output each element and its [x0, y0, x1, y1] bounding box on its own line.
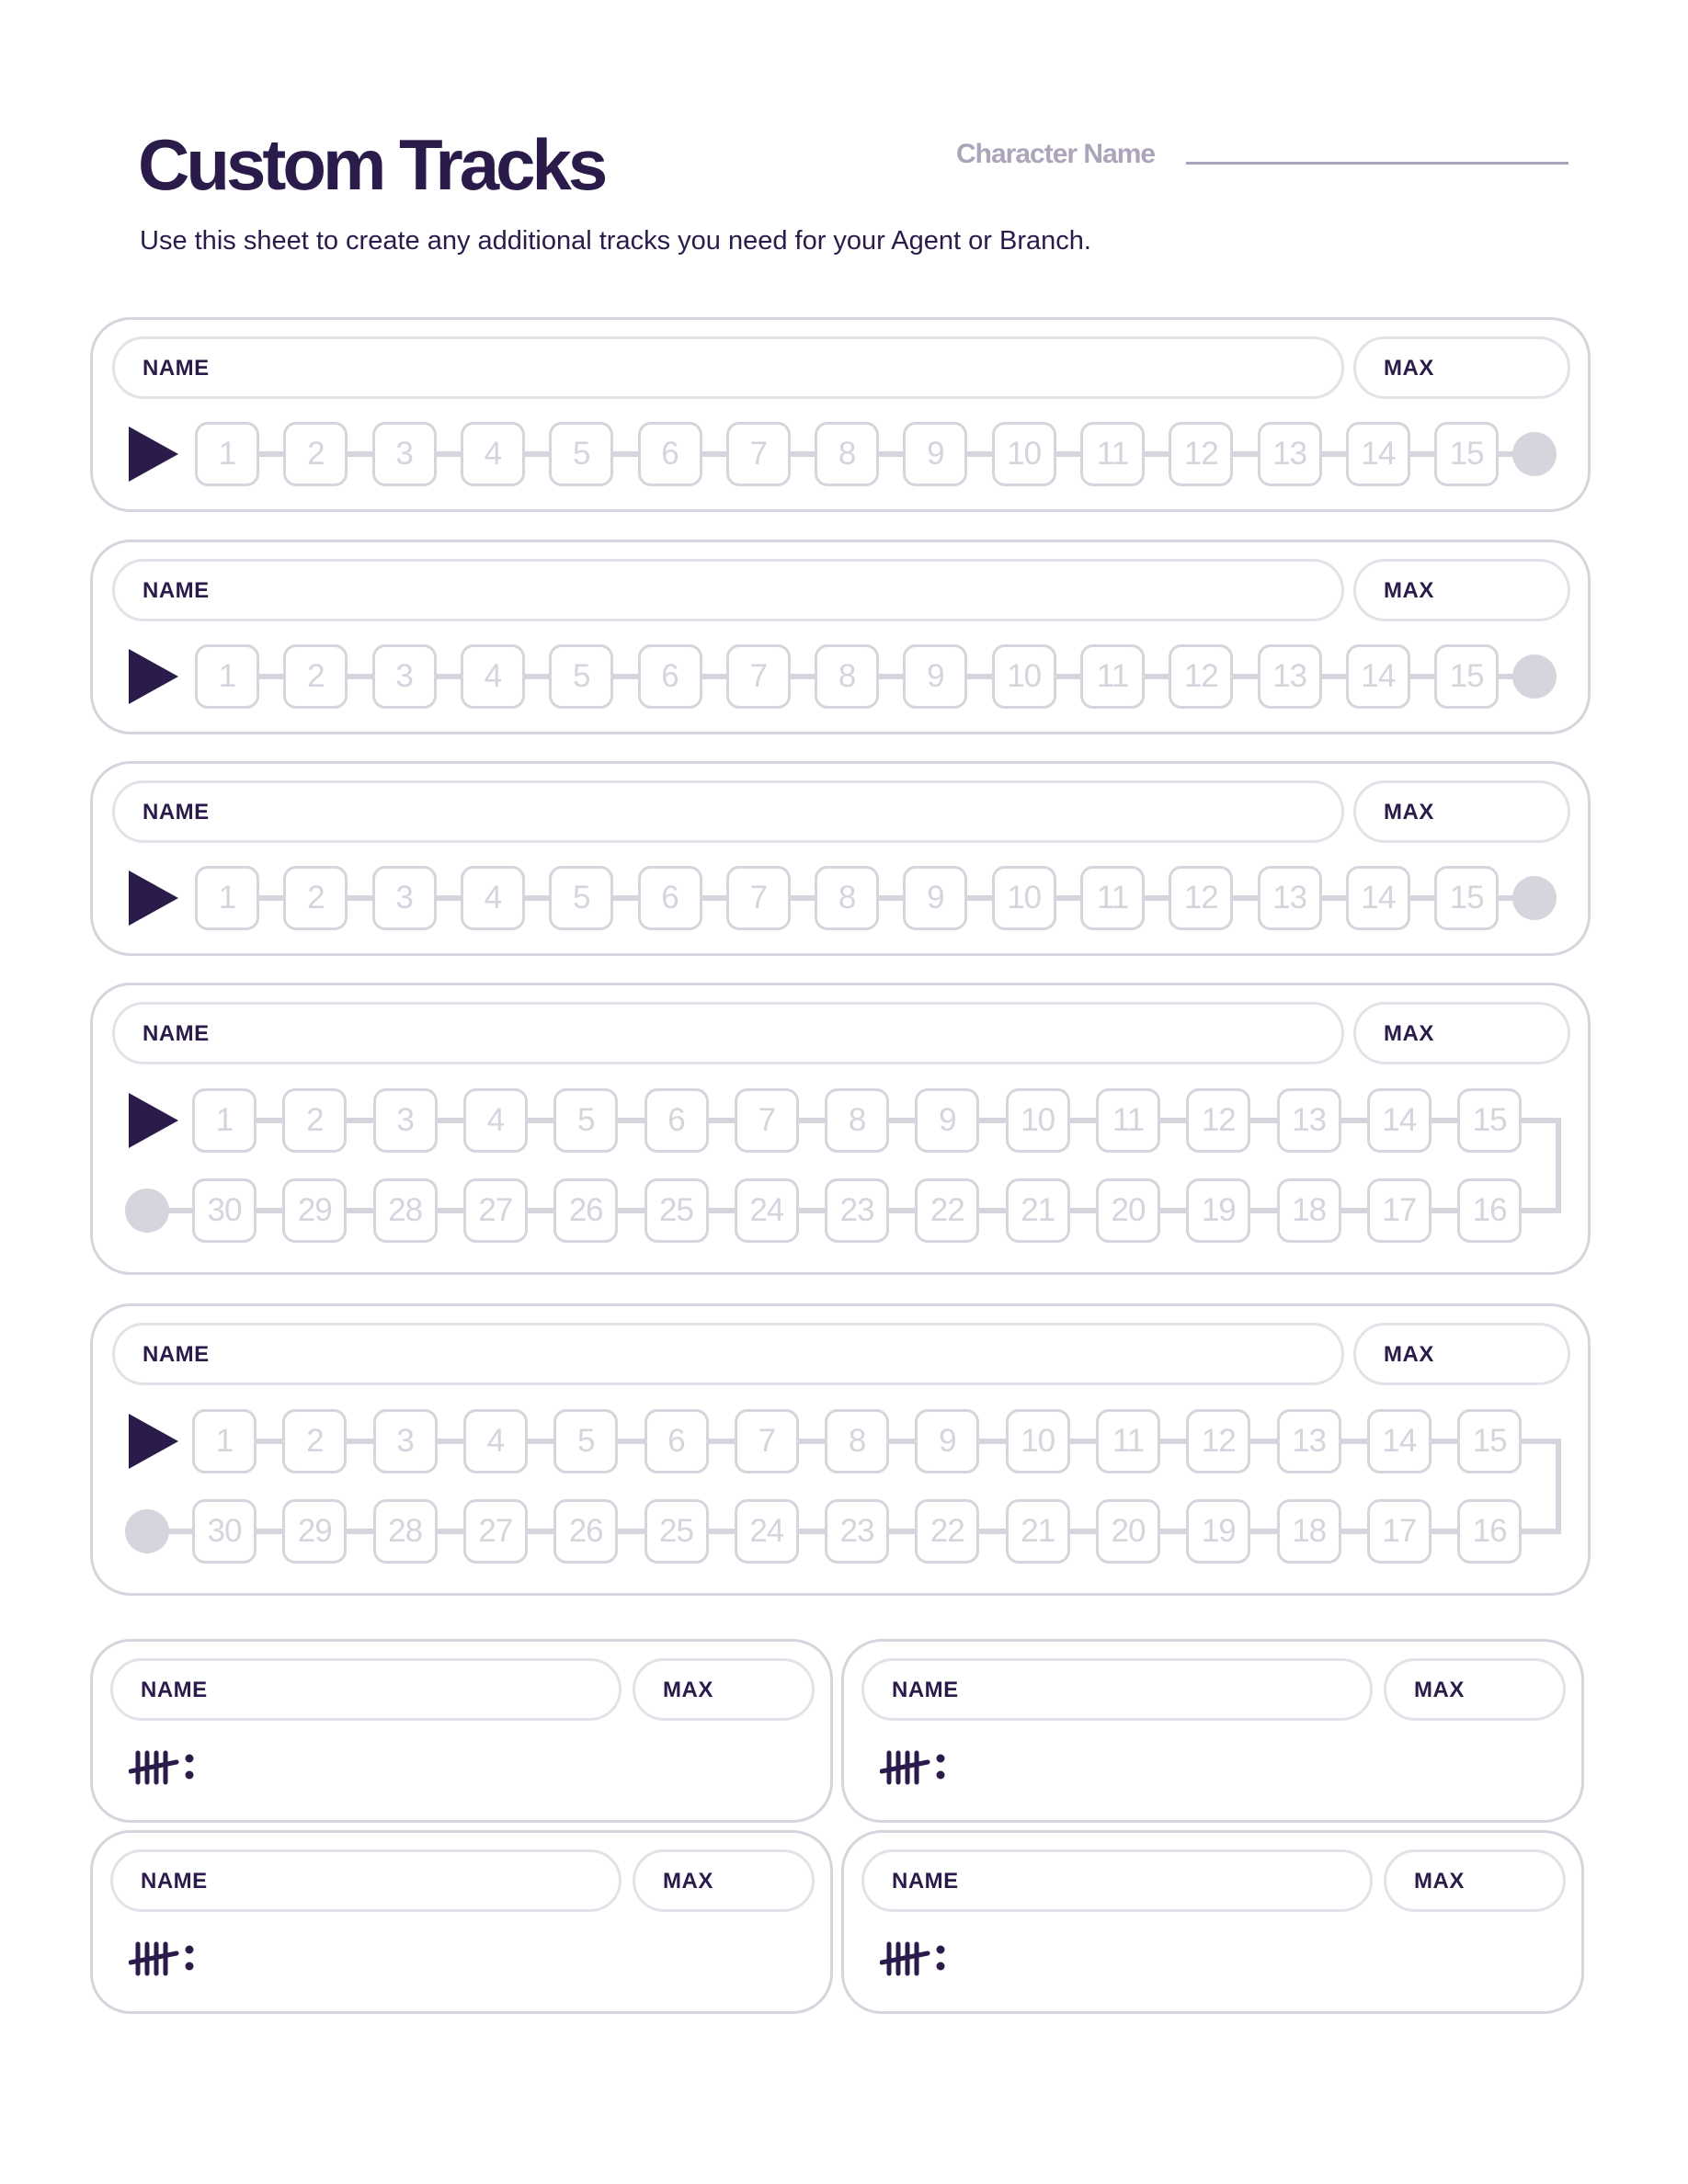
track-box[interactable]: 3	[373, 1409, 438, 1473]
name-label: NAME	[141, 1869, 208, 1894]
tally-icon	[129, 1747, 202, 1788]
track-box[interactable]: 25	[644, 1178, 709, 1243]
track-box[interactable]: 10	[1006, 1088, 1070, 1153]
name-field[interactable]	[112, 780, 1344, 843]
max-field[interactable]	[1384, 1658, 1566, 1721]
track-connector	[1556, 1439, 1561, 1534]
max-label: MAX	[663, 1869, 713, 1894]
track-box[interactable]: 6	[638, 644, 702, 709]
track-box[interactable]: 29	[282, 1178, 347, 1243]
track-box[interactable]: 11	[1096, 1088, 1160, 1153]
name-field[interactable]	[112, 336, 1344, 399]
track-box[interactable]: 15	[1434, 866, 1499, 930]
name-label: NAME	[892, 1678, 959, 1702]
track-box[interactable]: 13	[1258, 644, 1322, 709]
track-box[interactable]: 23	[825, 1178, 889, 1243]
track-box[interactable]: 13	[1277, 1409, 1341, 1473]
track-box[interactable]: 7	[735, 1088, 799, 1153]
track-box[interactable]: 9	[903, 866, 967, 930]
start-arrow-icon	[129, 427, 178, 482]
track-box[interactable]: 11	[1080, 644, 1145, 709]
track-box[interactable]: 8	[825, 1088, 889, 1153]
track-box[interactable]: 12	[1186, 1409, 1250, 1473]
track-box[interactable]: 28	[373, 1499, 438, 1564]
track-box[interactable]: 26	[553, 1178, 618, 1243]
track-box[interactable]: 2	[282, 1409, 347, 1473]
track-box[interactable]: 14	[1367, 1088, 1431, 1153]
max-label: MAX	[1414, 1678, 1465, 1702]
track-box[interactable]: 21	[1006, 1499, 1070, 1564]
track-box[interactable]: 13	[1258, 866, 1322, 930]
track-box[interactable]: 23	[825, 1499, 889, 1564]
track-box[interactable]: 1	[195, 866, 259, 930]
start-arrow-icon	[129, 1093, 178, 1148]
track-box[interactable]: 3	[373, 1088, 438, 1153]
track-box[interactable]: 28	[373, 1178, 438, 1243]
track-box[interactable]: 2	[283, 866, 348, 930]
track-box[interactable]: 1	[192, 1088, 257, 1153]
track-box[interactable]: 9	[903, 422, 967, 486]
track-box[interactable]: 29	[282, 1499, 347, 1564]
track-box[interactable]: 16	[1457, 1178, 1522, 1243]
track-box[interactable]: 6	[644, 1409, 709, 1473]
track-end-circle	[1512, 654, 1557, 699]
max-label: MAX	[1414, 1869, 1465, 1894]
name-label: NAME	[143, 1021, 210, 1046]
track-box[interactable]: 5	[553, 1088, 618, 1153]
track-box[interactable]: 25	[644, 1499, 709, 1564]
track-box[interactable]: 13	[1277, 1088, 1341, 1153]
track-box[interactable]: 12	[1169, 422, 1233, 486]
track-box[interactable]: 10	[992, 422, 1056, 486]
max-label: MAX	[1384, 356, 1434, 381]
track-box[interactable]: 30	[192, 1178, 257, 1243]
max-label: MAX	[1384, 1021, 1434, 1046]
track-box[interactable]: 2	[283, 422, 348, 486]
character-name-label: Character Name	[956, 139, 1156, 169]
tally-icon	[129, 1939, 202, 1979]
track-box[interactable]: 24	[735, 1499, 799, 1564]
track-box[interactable]: 22	[915, 1499, 979, 1564]
track-box[interactable]: 7	[726, 644, 791, 709]
page-subtitle: Use this sheet to create any additional tracks you need for your Agent or Branch.	[140, 226, 1091, 256]
track-box[interactable]: 6	[638, 866, 702, 930]
max-field[interactable]	[1353, 336, 1570, 399]
track-box[interactable]: 7	[726, 866, 791, 930]
name-label: NAME	[141, 1678, 208, 1702]
name-field[interactable]	[112, 1323, 1344, 1385]
max-field[interactable]	[1384, 1849, 1566, 1912]
name-field[interactable]	[112, 559, 1344, 621]
track-box[interactable]: 9	[903, 644, 967, 709]
track-box[interactable]: 6	[638, 422, 702, 486]
page-title: Custom Tracks	[138, 124, 605, 205]
track-box[interactable]: 10	[1006, 1409, 1070, 1473]
track-box[interactable]: 15	[1457, 1088, 1522, 1153]
track-box[interactable]: 3	[372, 866, 437, 930]
max-label: MAX	[1384, 1342, 1434, 1367]
track-box[interactable]: 4	[461, 866, 525, 930]
name-field[interactable]	[110, 1849, 622, 1912]
max-field[interactable]	[633, 1658, 815, 1721]
name-field[interactable]	[110, 1658, 622, 1721]
track-box[interactable]: 7	[726, 422, 791, 486]
name-label: NAME	[143, 800, 210, 825]
track-box[interactable]: 20	[1096, 1178, 1160, 1243]
track-box[interactable]: 21	[1006, 1178, 1070, 1243]
track-box[interactable]: 1	[195, 422, 259, 486]
name-field[interactable]	[861, 1849, 1373, 1912]
track-box[interactable]: 19	[1186, 1499, 1250, 1564]
track-box[interactable]: 4	[463, 1088, 528, 1153]
track-box[interactable]: 2	[282, 1088, 347, 1153]
track-box[interactable]: 18	[1277, 1178, 1341, 1243]
track-box[interactable]: 24	[735, 1178, 799, 1243]
max-field[interactable]	[1353, 780, 1570, 843]
track-box[interactable]: 26	[553, 1499, 618, 1564]
track-box[interactable]: 8	[825, 1409, 889, 1473]
track-box[interactable]: 16	[1457, 1499, 1522, 1564]
track-box[interactable]: 6	[644, 1088, 709, 1153]
track-box[interactable]: 8	[815, 866, 879, 930]
max-label: MAX	[1384, 578, 1434, 603]
track-box[interactable]: 3	[372, 644, 437, 709]
track-box[interactable]: 27	[463, 1499, 528, 1564]
track-box[interactable]: 30	[192, 1499, 257, 1564]
track-box[interactable]: 17	[1367, 1499, 1431, 1564]
track-box[interactable]: 11	[1080, 422, 1145, 486]
track-end-circle	[125, 1509, 169, 1553]
track-box[interactable]: 20	[1096, 1499, 1160, 1564]
track-box[interactable]: 10	[992, 644, 1056, 709]
track-box[interactable]: 14	[1346, 866, 1410, 930]
character-name-field[interactable]	[1186, 162, 1568, 165]
track-box[interactable]: 5	[553, 1409, 618, 1473]
track-box[interactable]: 5	[549, 866, 613, 930]
track-box[interactable]: 13	[1258, 422, 1322, 486]
name-field[interactable]	[112, 1002, 1344, 1064]
track-end-circle	[1512, 432, 1557, 476]
tally-icon	[880, 1939, 953, 1979]
track-box[interactable]: 1	[195, 644, 259, 709]
max-field[interactable]	[1353, 559, 1570, 621]
name-label: NAME	[143, 356, 210, 381]
track-box[interactable]: 27	[463, 1178, 528, 1243]
name-label: NAME	[892, 1869, 959, 1894]
track-box[interactable]: 3	[372, 422, 437, 486]
max-field[interactable]	[1353, 1323, 1570, 1385]
max-label: MAX	[1384, 800, 1434, 825]
track-box[interactable]: 15	[1434, 644, 1499, 709]
track-end-circle	[1512, 876, 1557, 920]
name-label: NAME	[143, 1342, 210, 1367]
track-box[interactable]: 14	[1367, 1409, 1431, 1473]
max-field[interactable]	[633, 1849, 815, 1912]
name-label: NAME	[143, 578, 210, 603]
track-box[interactable]: 7	[735, 1409, 799, 1473]
track-box[interactable]: 11	[1080, 866, 1145, 930]
track-box[interactable]: 22	[915, 1178, 979, 1243]
tally-icon	[880, 1747, 953, 1788]
track-box[interactable]: 4	[461, 644, 525, 709]
name-field[interactable]	[861, 1658, 1373, 1721]
track-box[interactable]: 11	[1096, 1409, 1160, 1473]
max-label: MAX	[663, 1678, 713, 1702]
track-box[interactable]: 5	[549, 644, 613, 709]
track-box[interactable]: 8	[815, 422, 879, 486]
start-arrow-icon	[129, 649, 178, 704]
start-arrow-icon	[129, 1414, 178, 1469]
track-box[interactable]: 8	[815, 644, 879, 709]
track-box[interactable]: 9	[915, 1409, 979, 1473]
track-box[interactable]: 5	[549, 422, 613, 486]
track-box[interactable]: 18	[1277, 1499, 1341, 1564]
track-box[interactable]: 10	[992, 866, 1056, 930]
start-arrow-icon	[129, 870, 178, 926]
track-box[interactable]: 12	[1186, 1088, 1250, 1153]
track-box[interactable]: 12	[1169, 866, 1233, 930]
track-box[interactable]: 4	[463, 1409, 528, 1473]
track-box[interactable]: 17	[1367, 1178, 1431, 1243]
track-box[interactable]: 14	[1346, 644, 1410, 709]
track-box[interactable]: 4	[461, 422, 525, 486]
track-box[interactable]: 15	[1434, 422, 1499, 486]
track-connector	[1556, 1118, 1561, 1213]
track-box[interactable]: 14	[1346, 422, 1410, 486]
track-box[interactable]: 1	[192, 1409, 257, 1473]
max-field[interactable]	[1353, 1002, 1570, 1064]
track-box[interactable]: 15	[1457, 1409, 1522, 1473]
track-box[interactable]: 12	[1169, 644, 1233, 709]
track-box[interactable]: 9	[915, 1088, 979, 1153]
track-end-circle	[125, 1189, 169, 1233]
track-box[interactable]: 2	[283, 644, 348, 709]
track-box[interactable]: 19	[1186, 1178, 1250, 1243]
